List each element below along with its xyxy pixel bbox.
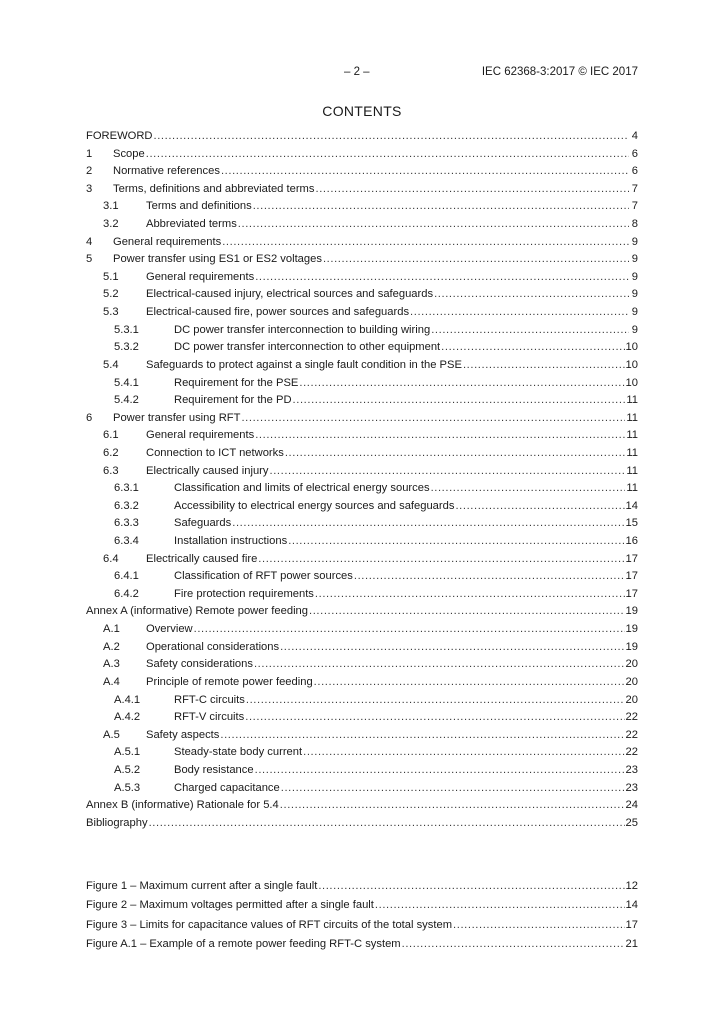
toc-entry-page: 17 xyxy=(625,587,638,600)
toc-entry-page: 19 xyxy=(625,605,638,618)
toc-entry-label: Figure 2 – Maximum voltages permitted after a single fault xyxy=(86,899,374,912)
toc-entry[interactable] xyxy=(86,570,638,588)
toc-entry[interactable] xyxy=(86,782,638,800)
toc-entry[interactable] xyxy=(86,359,638,377)
toc-entry-label: RFT-V circuits xyxy=(174,711,245,724)
toc-entry-number: 5.4.1 xyxy=(114,376,139,389)
toc-entry-label: Terms, definitions and abbreviated terms xyxy=(113,182,315,195)
toc-entry-page: 23 xyxy=(625,763,638,776)
dot-leader xyxy=(434,288,629,300)
toc-entry-label: Normative references xyxy=(113,165,220,178)
toc-entry-page: 12 xyxy=(625,880,638,892)
toc-entry-page: 25 xyxy=(625,816,638,829)
toc-entry-number: 6 xyxy=(86,411,93,424)
toc-entry-label: DC power transfer interconnection to building wiring xyxy=(174,323,431,336)
toc-entry-page: 9 xyxy=(631,235,638,248)
toc-entry[interactable] xyxy=(86,412,638,430)
dot-leader xyxy=(431,482,626,494)
dot-leader xyxy=(246,694,625,706)
toc-entry-label: FOREWORD xyxy=(86,130,153,142)
toc-entry-page: 9 xyxy=(631,306,638,319)
toc-entry-number: A.3 xyxy=(103,658,120,671)
dot-leader xyxy=(431,324,629,336)
toc-entry-label: Annex A (informative) Remote power feeding xyxy=(86,605,309,618)
toc-entry-label: Figure 1 – Maximum current after a single fault xyxy=(86,880,318,892)
toc-entry-number: A.4 xyxy=(103,675,120,688)
toc-entry-label: Bibliography xyxy=(86,816,148,829)
toc-entry-number: 5.4.2 xyxy=(114,394,139,407)
toc-entry[interactable] xyxy=(86,253,638,271)
toc-entry[interactable] xyxy=(86,288,638,306)
dot-leader xyxy=(220,729,624,741)
toc-entry-label: Charged capacitance xyxy=(174,781,280,794)
toc-entry[interactable] xyxy=(86,306,638,324)
toc-entry-page: 22 xyxy=(625,746,638,759)
dot-leader xyxy=(285,447,626,459)
toc-entry-page: 14 xyxy=(625,499,638,512)
page-header xyxy=(0,66,724,84)
toc-entry-label: General requirements xyxy=(146,429,255,442)
toc-entry-label: Power transfer using ES1 or ES2 voltages xyxy=(113,253,322,266)
dot-leader xyxy=(323,253,629,265)
dot-leader xyxy=(463,359,625,371)
toc-entry-page: 8 xyxy=(631,218,638,231)
toc-entry-number: 5.3.2 xyxy=(114,341,139,354)
dot-leader xyxy=(303,746,624,758)
toc-entry-label: Terms and definitions xyxy=(146,200,252,213)
toc-entry-page: 15 xyxy=(625,517,638,530)
toc-entry[interactable] xyxy=(86,817,638,835)
toc-entry-label: Overview xyxy=(146,623,193,636)
dot-leader xyxy=(309,605,625,617)
toc-entry-page: 10 xyxy=(625,341,638,354)
toc-entry-page: 17 xyxy=(625,570,638,583)
toc-entry[interactable] xyxy=(86,729,638,747)
toc-entry-label: Installation instructions xyxy=(174,535,288,548)
dot-leader xyxy=(281,782,625,794)
toc-entry-label: Steady-state body current xyxy=(174,746,303,759)
toc-entry-label: Electrically caused injury xyxy=(146,464,269,477)
toc-entry[interactable] xyxy=(86,605,638,623)
toc-entry-label: Abbreviated terms xyxy=(146,218,237,231)
toc-entry-page: 22 xyxy=(625,711,638,724)
toc-entry-number: 6.3.2 xyxy=(114,499,139,512)
toc-entry-label: Figure 3 – Limits for capacitance values of RFT circuits of the total system xyxy=(86,918,453,931)
toc-entry-label: RFT-C circuits xyxy=(174,693,245,706)
dot-leader xyxy=(280,799,625,811)
toc-entry[interactable] xyxy=(86,535,638,553)
toc-entry[interactable] xyxy=(86,623,638,641)
toc-entry[interactable] xyxy=(86,429,638,447)
toc-entry-page: 11 xyxy=(626,411,638,424)
dot-leader xyxy=(288,535,624,547)
toc-entry[interactable] xyxy=(86,377,638,395)
toc-entry-page: 11 xyxy=(626,464,638,477)
toc-entry-number: A.5.2 xyxy=(114,763,141,776)
toc-entry-label: Safeguards to protect against a single fault condition in the PSE xyxy=(146,358,462,371)
figure-entry[interactable] xyxy=(86,880,638,899)
dot-leader xyxy=(410,306,629,318)
toc-entry-label: DC power transfer interconnection to other equipment xyxy=(174,341,441,354)
dot-leader xyxy=(154,130,630,142)
dot-leader xyxy=(314,676,625,688)
toc-entry-number: A.4.1 xyxy=(114,693,141,706)
toc-entry-number: 3.2 xyxy=(103,218,119,231)
toc-entry-page: 7 xyxy=(631,200,638,213)
toc-entry-page: 9 xyxy=(631,253,638,266)
dot-leader xyxy=(293,394,626,406)
toc-entry-number: A.4.2 xyxy=(114,711,141,724)
dot-leader xyxy=(455,500,624,512)
toc-entry-page: 19 xyxy=(625,640,638,653)
toc-entry-page: 6 xyxy=(631,147,638,160)
toc-entry[interactable] xyxy=(86,148,638,166)
toc-entry-number: 6.3.1 xyxy=(114,482,139,495)
toc-entry-page: 9 xyxy=(631,288,638,301)
dot-leader xyxy=(441,341,624,353)
toc-entry-page: 22 xyxy=(625,728,638,741)
dot-leader xyxy=(280,641,624,653)
toc-entry-label: Fire protection requirements xyxy=(174,587,314,600)
toc-entry[interactable] xyxy=(86,676,638,694)
toc-entry-label: Classification and limits of electrical energy sources xyxy=(174,482,430,495)
toc-entry[interactable] xyxy=(86,394,638,412)
toc-entry[interactable] xyxy=(86,694,638,712)
toc-entry-number: 1 xyxy=(86,147,93,160)
toc-entry-page: 11 xyxy=(626,394,638,407)
toc-entry-page: 17 xyxy=(625,918,638,931)
dot-leader xyxy=(232,517,624,529)
toc-entry-number: A.1 xyxy=(103,623,120,636)
toc-entry[interactable] xyxy=(86,465,638,483)
toc-entry-number: A.5.3 xyxy=(114,781,141,794)
toc-entry-label: Classification of RFT power sources xyxy=(174,570,353,583)
toc-entry[interactable] xyxy=(86,588,638,606)
toc-entry[interactable] xyxy=(86,165,638,183)
toc-entry[interactable] xyxy=(86,236,638,254)
dot-leader xyxy=(318,880,624,892)
dot-leader xyxy=(270,465,626,477)
toc-entry-page: 19 xyxy=(625,623,638,636)
toc-entry-label: Electrical-caused fire, power sources and safeguards xyxy=(146,306,410,319)
toc-entry-label: Electrical-caused injury, electrical sources and safeguards xyxy=(146,288,434,301)
toc-entry-label: Safety aspects xyxy=(146,728,220,741)
toc-entry-number: 6.4 xyxy=(103,552,119,565)
dot-leader xyxy=(402,938,625,950)
toc-entry-page: 6 xyxy=(631,165,638,178)
toc-entry[interactable] xyxy=(86,447,638,465)
toc-entry-number: 6.3.3 xyxy=(114,517,139,530)
toc-entry-number: 6.2 xyxy=(103,446,119,459)
dot-leader xyxy=(194,623,625,635)
dot-leader xyxy=(241,412,625,424)
toc-entry-label: Scope xyxy=(113,147,145,160)
dot-leader xyxy=(238,218,629,230)
toc-entry-number: 5.3.1 xyxy=(114,323,139,336)
toc-entry-label: Annex B (informative) Rationale for 5.4 xyxy=(86,799,279,812)
dot-leader xyxy=(253,200,629,212)
toc-entry-label: Connection to ICT networks xyxy=(146,446,284,459)
toc-entry-page: 9 xyxy=(631,323,638,336)
dot-leader xyxy=(149,817,625,829)
dot-leader xyxy=(315,183,629,195)
figure-entry[interactable] xyxy=(86,938,638,957)
dot-leader xyxy=(222,236,629,248)
toc-entry-number: 5.2 xyxy=(103,288,119,301)
toc-entry[interactable] xyxy=(86,482,638,500)
toc-entry-page: 20 xyxy=(625,675,638,688)
toc-entry[interactable] xyxy=(86,517,638,535)
dot-leader xyxy=(258,553,624,565)
toc-entry-number: A.5.1 xyxy=(114,746,141,759)
dot-leader xyxy=(315,588,625,600)
toc-entry[interactable] xyxy=(86,500,638,518)
toc-entry-label: Power transfer using RFT xyxy=(113,411,241,424)
toc-entry-page: 10 xyxy=(625,358,638,371)
dot-leader xyxy=(245,711,624,723)
toc-entry-label: Figure A.1 – Example of a remote power feeding RFT-C system xyxy=(86,938,401,951)
toc-entry-label: General requirements xyxy=(113,235,222,248)
dot-leader xyxy=(255,429,625,441)
toc-entry[interactable] xyxy=(86,130,638,148)
toc-entry[interactable] xyxy=(86,641,638,659)
dot-leader xyxy=(221,165,629,177)
toc-entry-page: 4 xyxy=(631,130,638,142)
toc-entry-page: 20 xyxy=(625,693,638,706)
toc-entry[interactable] xyxy=(86,200,638,218)
toc-entry[interactable] xyxy=(86,341,638,359)
toc-entry[interactable] xyxy=(86,271,638,289)
toc-entry-page: 24 xyxy=(625,799,638,812)
toc-entry-number: A.5 xyxy=(103,728,120,741)
toc-entry-number: 6.1 xyxy=(103,429,119,442)
toc-entry[interactable] xyxy=(86,746,638,764)
page-number: – 2 – xyxy=(344,66,370,78)
toc-entry-number: 5 xyxy=(86,253,93,266)
toc-entry-label: Operational considerations xyxy=(146,640,280,653)
figure-entry[interactable] xyxy=(86,899,638,918)
dot-leader xyxy=(146,148,629,160)
toc-entry[interactable] xyxy=(86,324,638,342)
figure-entry[interactable] xyxy=(86,919,638,938)
toc-entry-label: Requirement for the PSE xyxy=(174,376,299,389)
toc-entry-page: 11 xyxy=(626,482,638,495)
dot-leader xyxy=(299,377,624,389)
toc-entry-label: Requirement for the PD xyxy=(174,394,292,407)
toc-entry-page: 23 xyxy=(625,781,638,794)
toc-entry-number: 6.4.2 xyxy=(114,587,139,600)
toc-entry-label: Accessibility to electrical energy sources and safeguards xyxy=(174,499,455,512)
toc-entry-label: Body resistance xyxy=(174,763,254,776)
list-of-figures xyxy=(86,880,638,958)
toc-entry-page: 14 xyxy=(625,899,638,912)
toc-entry-page: 16 xyxy=(625,535,638,548)
toc-entry-number: 5.4 xyxy=(103,358,119,371)
toc-entry-number: 6.4.1 xyxy=(114,570,139,583)
toc-entry-number: 3.1 xyxy=(103,200,119,213)
toc-entry[interactable] xyxy=(86,218,638,236)
toc-entry-page: 10 xyxy=(625,376,638,389)
dot-leader xyxy=(354,570,625,582)
toc-entry-label: Electrically caused fire xyxy=(146,552,258,565)
toc-entry-page: 20 xyxy=(625,658,638,671)
toc-entry[interactable] xyxy=(86,711,638,729)
dot-leader xyxy=(255,764,625,776)
dot-leader xyxy=(254,658,625,670)
toc-entry-number: 5.3 xyxy=(103,306,119,319)
toc-entry-page: 17 xyxy=(625,552,638,565)
dot-leader xyxy=(255,271,629,283)
toc-entry-number: 5.1 xyxy=(103,270,119,283)
toc-entry-number: 2 xyxy=(86,165,93,178)
toc-entry-number: 6.3.4 xyxy=(114,535,139,548)
toc-entry-page: 11 xyxy=(626,429,638,442)
toc-entry-number: 4 xyxy=(86,235,93,248)
toc-entry-label: Safeguards xyxy=(174,517,232,530)
dot-leader xyxy=(453,919,625,931)
toc-entry-page: 21 xyxy=(625,938,638,951)
toc-entry-label: Principle of remote power feeding xyxy=(146,675,313,688)
toc-entry-number: 6.3 xyxy=(103,464,119,477)
toc-entry[interactable] xyxy=(86,799,638,817)
toc-entry-number: 3 xyxy=(86,182,93,195)
toc-entry-label: Safety considerations xyxy=(146,658,253,671)
toc-entry-page: 9 xyxy=(631,270,638,283)
toc-entry-number: A.2 xyxy=(103,640,120,653)
toc-entry-page: 7 xyxy=(631,182,638,195)
toc-entry[interactable] xyxy=(86,764,638,782)
toc-entry[interactable] xyxy=(86,658,638,676)
document-id: IEC 62368-3:2017 © IEC 2017 xyxy=(481,66,638,78)
toc-entry[interactable] xyxy=(86,553,638,571)
toc-entry[interactable] xyxy=(86,183,638,201)
toc-entry-label: General requirements xyxy=(146,270,255,283)
dot-leader xyxy=(375,899,625,911)
toc-entry-page: 11 xyxy=(626,446,638,459)
page-title: CONTENTS xyxy=(322,103,402,119)
table-of-contents xyxy=(86,130,638,834)
